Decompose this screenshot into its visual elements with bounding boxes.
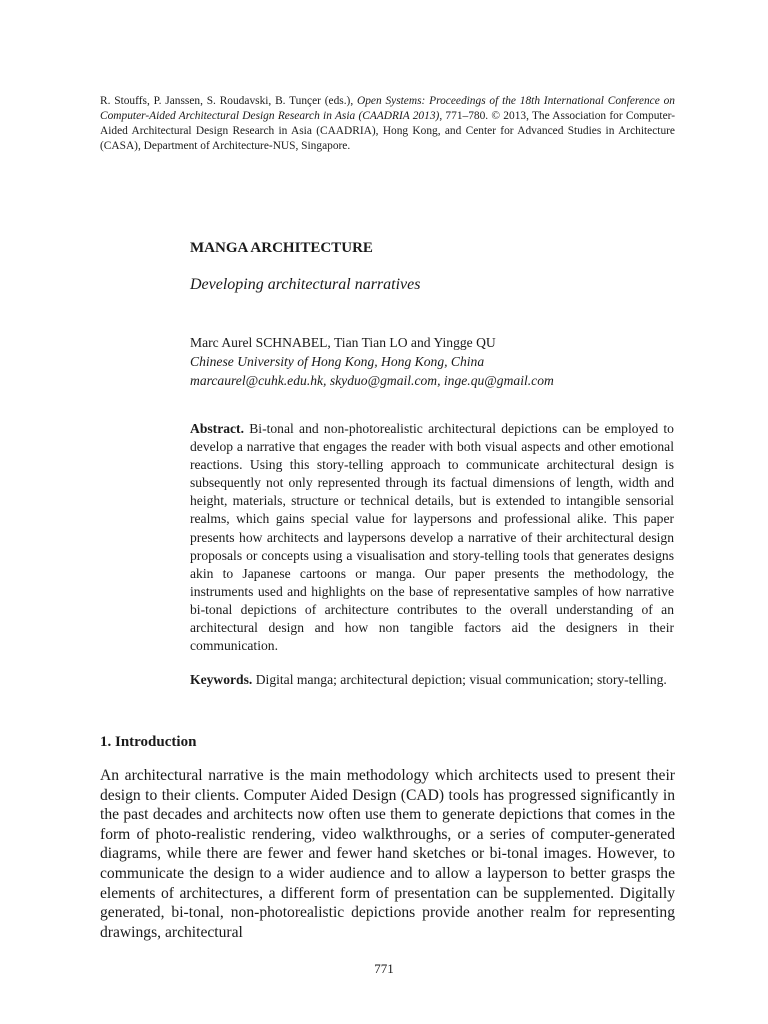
paper-title: MANGA ARCHITECTURE — [190, 240, 373, 256]
abstract-label: Abstract. — [190, 421, 244, 436]
author-block — [190, 333, 554, 390]
citation-editors: R. Stouffs, P. Janssen, S. Roudavski, B. Tunçer (eds.), — [100, 95, 354, 107]
author-emails: marcaurel@cuhk.edu.hk, skyduo@gmail.com, inge.qu@gmail.com — [190, 373, 554, 388]
keywords-text: Digital manga; architectural depiction; visual communication; story-telling. — [255, 672, 667, 687]
page-number: 771 — [374, 961, 394, 976]
keywords-label: Keywords. — [190, 672, 253, 687]
citation-pages-copyright: , 771–780. © 2013, The Association for Computer-Aided Architectural Design Research in Asia (CAADRIA), Hong Kong, and Center for Advanced Studies in Architecture (CASA), Department of Architecture-NUS, Singapore. — [100, 110, 676, 152]
citation-proceedings: Open Systems: Proceedings of the 18th International Conference on Computer-Aided Architectural Design Research in Asia (CAADRIA 2013) — [100, 95, 675, 122]
author-affiliation: Chinese University of Hong Kong, Hong Kong, China — [190, 354, 485, 369]
keywords — [190, 671, 674, 689]
citation-header — [100, 94, 675, 154]
paper-subtitle: Developing architectural narratives — [190, 276, 421, 293]
abstract — [190, 420, 674, 655]
author-names: Marc Aurel SCHNABEL, Tian Tian LO and Yingge QU — [190, 335, 496, 350]
section-heading: 1. Introduction — [100, 734, 197, 750]
intro-paragraph: An architectural narrative is the main methodology which architects used to present their design to their clients. Computer Aided Design (CAD) tools has progressed significantly in the past decades and architects now often use them to generate depictions that comes in the form of photo-realistic rendering, video walkthroughs, or a series of computer-generated diagrams, while there are fewer and fewer hand sketches or bi-tonal images. However, to communicate the design to a wider audience and to allow a layperson to better grasps the elements of architectures, a different form of presentation can be supplemented. Digitally generated, bi-tonal, non-photorealistic depictions provide another realm for representing drawings, architectural — [100, 767, 675, 941]
abstract-text: Bi-tonal and non-photorealistic architectural depictions can be employed to develop a narrative that engages the reader with both visual aspects and other emotional reactions. Using this story-telling approach to communicate architectural design is subsequently not only represented through its factual dimensions of length, width and height, materials, structure or technical details, but is extended to intangible sensorial realms, which gains special value for laypersons and professional alike. This paper presents how architects and laypersons develop a narrative of their architectural design proposals or concepts using a visualisation and story-telling tools that generates designs akin to Japanese cartoons or manga. Our paper presents the methodology, the instruments used and highlights on the base of representative samples of how narrative bi-tonal depictions of architecture contributes to the overall understanding of an architectural design and how non tangible factors aid the designers in their communication. — [190, 421, 674, 654]
